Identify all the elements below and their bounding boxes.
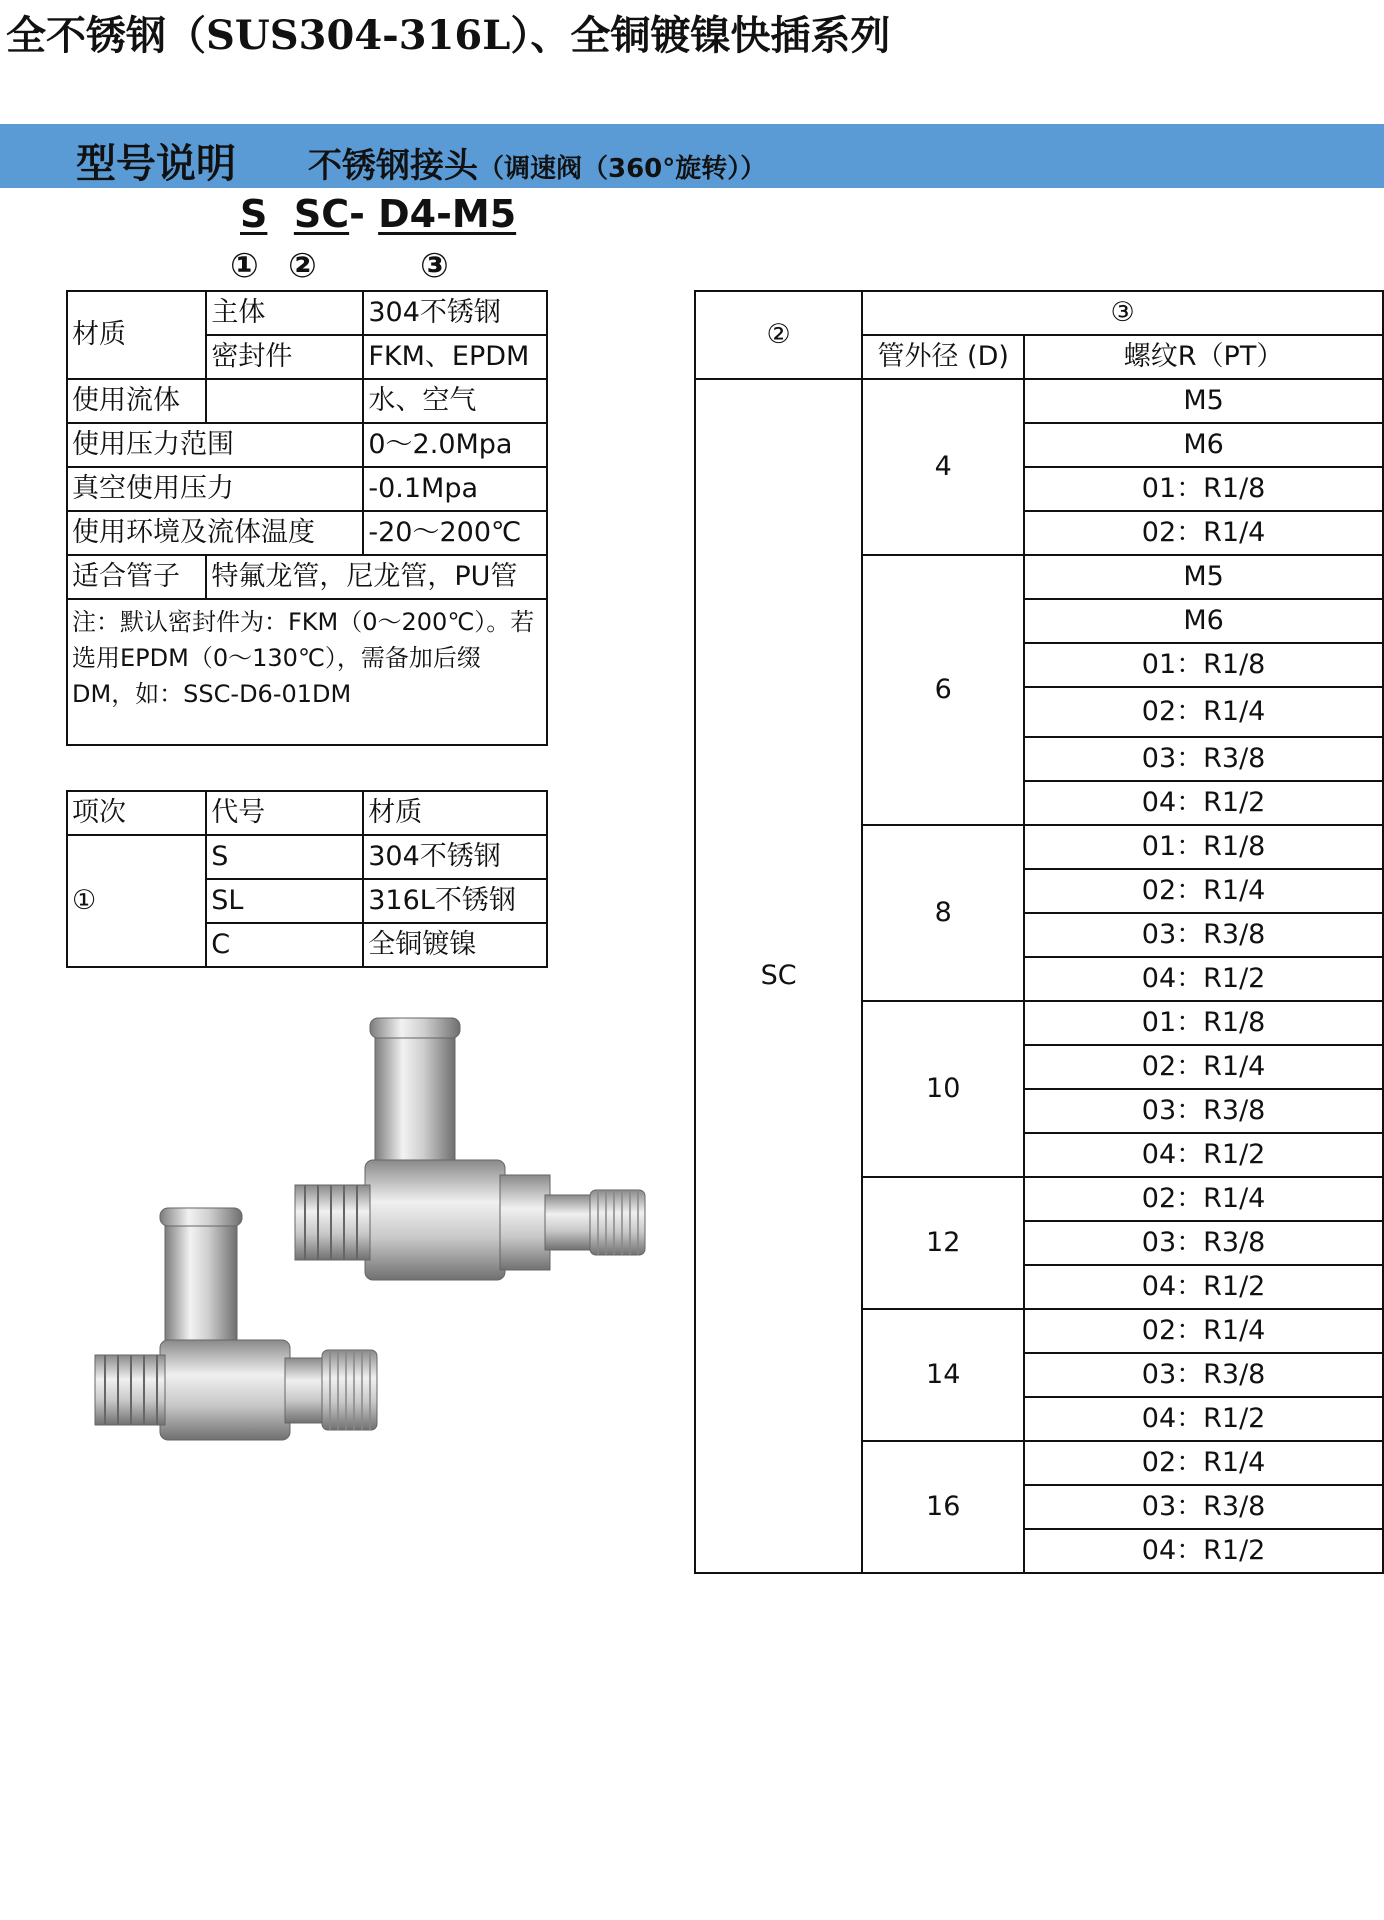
size-thread-cell: 02：R1/4 bbox=[1024, 1309, 1383, 1353]
material-name: 316L不锈钢 bbox=[363, 879, 547, 923]
spec-temp-value: -20～200℃ bbox=[363, 511, 547, 555]
size-thread-cell: 01：R1/8 bbox=[1024, 825, 1383, 869]
material-name: 全铜镀镍 bbox=[363, 923, 547, 967]
size-type-cell: SC bbox=[695, 379, 862, 1573]
spec-pressure-value: 0～2.0Mpa bbox=[363, 423, 547, 467]
table-row bbox=[67, 379, 547, 423]
size-diameter-cell: 8 bbox=[862, 825, 1024, 1001]
size-header-diameter: 管外径 (D) bbox=[862, 335, 1024, 379]
spec-seal-value: FKM、EPDM bbox=[363, 335, 547, 379]
model-code-part3: D4-M5 bbox=[378, 192, 517, 236]
spec-fluid-value: 水、空气 bbox=[363, 379, 547, 423]
spec-pressure-label: 使用压力范围 bbox=[67, 423, 363, 467]
spec-note: 注：默认密封件为：FKM（0～200℃）。若选用EPDM（0～130℃），需备加后缀DM，如：SSC-D6-01DM bbox=[67, 599, 547, 745]
spec-fluid-label: 使用流体 bbox=[67, 379, 206, 423]
spec-temp-label: 使用环境及流体温度 bbox=[67, 511, 363, 555]
size-diameter-cell: 6 bbox=[862, 555, 1024, 825]
spec-tube-value: 特氟龙管，尼龙管，PU管 bbox=[206, 555, 547, 599]
table-row bbox=[67, 555, 547, 599]
size-diameter-cell: 10 bbox=[862, 1001, 1024, 1177]
model-code-sep: - bbox=[349, 192, 365, 236]
model-code-part1: S bbox=[240, 192, 268, 236]
size-header-spec: ③ bbox=[862, 291, 1383, 335]
material-code: C bbox=[206, 923, 363, 967]
size-thread-cell: 02：R1/4 bbox=[1024, 869, 1383, 913]
size-thread-cell: M6 bbox=[1024, 423, 1383, 467]
size-thread-cell: 02：R1/4 bbox=[1024, 1441, 1383, 1485]
spec-material-label: 材质 bbox=[67, 291, 206, 379]
table-row bbox=[67, 423, 547, 467]
table-row bbox=[695, 379, 1383, 423]
material-code: SL bbox=[206, 879, 363, 923]
size-thread-cell: 02：R1/4 bbox=[1024, 687, 1383, 737]
size-thread-cell: 04：R1/2 bbox=[1024, 957, 1383, 1001]
size-diameter-cell: 16 bbox=[862, 1441, 1024, 1573]
material-name: 304不锈钢 bbox=[363, 835, 547, 879]
size-header-thread: 螺纹R（PT） bbox=[1024, 335, 1383, 379]
banner-title: 型号说明 bbox=[76, 141, 236, 187]
spec-tube-label: 适合管子 bbox=[67, 555, 206, 599]
size-thread-cell: 02：R1/4 bbox=[1024, 511, 1383, 555]
size-thread-cell: 03：R3/8 bbox=[1024, 1089, 1383, 1133]
spec-seal-label: 密封件 bbox=[206, 335, 363, 379]
size-diameter-cell: 12 bbox=[862, 1177, 1024, 1309]
size-diameter-cell: 4 bbox=[862, 379, 1024, 555]
table-header-row bbox=[695, 291, 1383, 335]
spec-body-label: 主体 bbox=[206, 291, 363, 335]
spec-body-value: 304不锈钢 bbox=[363, 291, 547, 335]
material-item-number: ① bbox=[67, 835, 206, 967]
size-thread-cell: 03：R3/8 bbox=[1024, 1485, 1383, 1529]
size-thread-cell: M5 bbox=[1024, 555, 1383, 599]
size-thread-cell: 03：R3/8 bbox=[1024, 1353, 1383, 1397]
size-thread-cell: M5 bbox=[1024, 379, 1383, 423]
table-header-row bbox=[67, 791, 547, 835]
table-row bbox=[67, 467, 547, 511]
material-code: S bbox=[206, 835, 363, 879]
page-title: 全不锈钢（SUS304-316L）、全铜镀镍快插系列 bbox=[6, 12, 891, 59]
material-header-material: 材质 bbox=[363, 791, 547, 835]
table-row bbox=[67, 599, 547, 745]
large-fitting-image bbox=[295, 1018, 645, 1280]
model-code-num2: ② bbox=[288, 246, 317, 286]
spec-vacuum-value: -0.1Mpa bbox=[363, 467, 547, 511]
size-thread-cell: 02：R1/4 bbox=[1024, 1177, 1383, 1221]
material-header-item: 项次 bbox=[67, 791, 206, 835]
spec-table bbox=[66, 290, 548, 746]
table-row bbox=[67, 835, 547, 879]
material-table bbox=[66, 790, 548, 968]
size-thread-cell: 01：R1/8 bbox=[1024, 1001, 1383, 1045]
size-header-type: ② bbox=[695, 291, 862, 379]
size-thread-cell: 01：R1/8 bbox=[1024, 467, 1383, 511]
banner-subtitle-main: 不锈钢接头 bbox=[308, 146, 478, 186]
size-thread-cell: 03：R3/8 bbox=[1024, 737, 1383, 781]
size-table bbox=[694, 290, 1384, 1574]
product-photo bbox=[90, 1010, 670, 1480]
model-code bbox=[240, 192, 516, 236]
model-code-part2: SC bbox=[293, 192, 350, 236]
section-banner bbox=[0, 124, 1384, 188]
size-thread-cell: M6 bbox=[1024, 599, 1383, 643]
table-row bbox=[67, 291, 547, 335]
size-thread-cell: 04：R1/2 bbox=[1024, 1529, 1383, 1573]
spec-empty-cell bbox=[206, 379, 363, 423]
banner-subtitle-detail: （调速阀（360°旋转）） bbox=[478, 154, 767, 184]
size-thread-cell: 03：R3/8 bbox=[1024, 913, 1383, 957]
size-thread-cell: 03：R3/8 bbox=[1024, 1221, 1383, 1265]
model-code-num3: ③ bbox=[420, 246, 449, 286]
size-diameter-cell: 14 bbox=[862, 1309, 1024, 1441]
banner-subtitle bbox=[308, 138, 766, 187]
size-thread-cell: 01：R1/8 bbox=[1024, 643, 1383, 687]
size-thread-cell: 04：R1/2 bbox=[1024, 1397, 1383, 1441]
size-thread-cell: 04：R1/2 bbox=[1024, 1265, 1383, 1309]
size-thread-cell: 04：R1/2 bbox=[1024, 781, 1383, 825]
model-code-num1: ① bbox=[230, 246, 259, 286]
table-row bbox=[67, 511, 547, 555]
spec-vacuum-label: 真空使用压力 bbox=[67, 467, 363, 511]
size-thread-cell: 02：R1/4 bbox=[1024, 1045, 1383, 1089]
size-thread-cell: 04：R1/2 bbox=[1024, 1133, 1383, 1177]
material-header-code: 代号 bbox=[206, 791, 363, 835]
